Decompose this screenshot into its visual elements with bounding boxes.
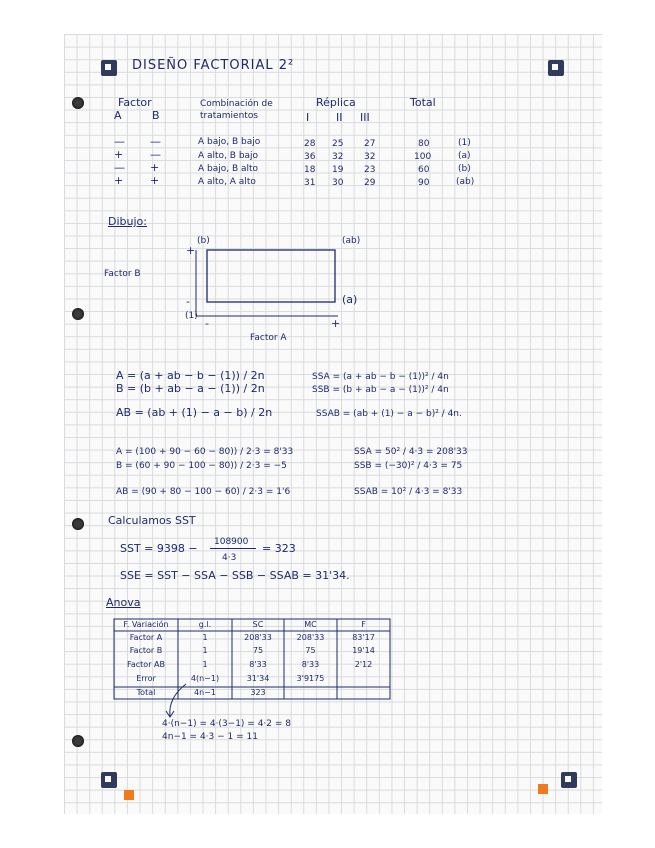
sse-formula: SSE = SST − SSA − SSB − SSAB = 31'34. <box>120 569 350 582</box>
cell-label: (a) <box>458 151 471 161</box>
cell-r2: 32 <box>332 152 344 162</box>
calc-ab: AB = (90 + 80 − 100 − 60) / 2·3 = 1'6 <box>116 487 291 497</box>
anova-cell: 3'9175 <box>296 674 325 683</box>
cell-combo: A bajo, B bajo <box>198 137 261 147</box>
anova-cell: 8'33 <box>301 660 320 669</box>
header-combo-2: tratamientos <box>200 111 259 121</box>
anova-cell: 208'33 <box>244 633 272 642</box>
anova-cell: 4n−1 <box>194 688 216 697</box>
cell-total: 90 <box>418 178 430 188</box>
anova-cell: 31'34 <box>246 674 270 683</box>
header-factor: Factor <box>118 96 152 109</box>
cell-b: — <box>150 135 161 148</box>
cell-r3: 32 <box>364 152 376 162</box>
cell-label: (ab) <box>456 177 475 187</box>
minus-a-mark: - <box>205 317 209 330</box>
anova-cell: 2'12 <box>354 660 373 669</box>
cell-r3: 27 <box>364 139 376 149</box>
corner-one-label: (1) <box>185 311 198 321</box>
formula-ssa: SSA = (a + ab − b − (1))² / 4n <box>312 372 449 382</box>
formula-ssab: SSAB = (ab + (1) − a − b)² / 4n. <box>316 409 462 419</box>
cell-r3: 23 <box>364 165 376 175</box>
cell-a: — <box>114 135 125 148</box>
sst-numerator: 108900 <box>214 537 249 547</box>
cell-r2: 19 <box>332 165 344 175</box>
cell-combo: A bajo, B alto <box>198 164 259 174</box>
calc-a: A = (100 + 90 − 60 − 80)) / 2·3 = 8'33 <box>116 447 294 457</box>
cell-b: + <box>150 161 160 174</box>
anova-cell: 19'14 <box>352 646 375 655</box>
header-rep2: II <box>336 111 343 124</box>
cell-r1: 31 <box>304 178 316 188</box>
cell-b: + <box>150 174 160 187</box>
cell-r2: 25 <box>332 139 344 149</box>
anova-cell: 83'17 <box>352 633 375 642</box>
cell-a: + <box>114 148 124 161</box>
factor-b-label: Factor B <box>104 269 141 279</box>
anova-cell: Factor AB <box>127 660 165 669</box>
formula-ssb: SSB = (b + ab − a − (1))² / 4n <box>312 385 449 395</box>
anova-cell: 8'33 <box>249 660 267 669</box>
formula-a: A = (a + ab − b − (1)) / 2n <box>116 369 265 382</box>
anova-cell: 1 <box>202 633 208 642</box>
anova-cell: 75 <box>305 646 316 655</box>
factor-a-label: Factor A <box>250 333 287 343</box>
calc-ssab: SSAB = 10² / 4·3 = 8'33 <box>354 487 463 497</box>
cell-b: — <box>150 148 161 161</box>
sst-heading: Calculamos SST <box>108 514 196 527</box>
sst-lhs: SST = 9398 − <box>120 542 198 555</box>
col-header: MC <box>304 620 317 629</box>
drawing-heading: Dibujo: <box>108 215 147 228</box>
header-rep1: I <box>306 111 310 124</box>
note-total-df: 4n−1 = 4·3 − 1 = 11 <box>162 732 258 742</box>
anova-cell: Factor B <box>129 646 163 655</box>
anova-cell: 1 <box>202 646 208 655</box>
col-header: F. Variación <box>123 620 169 629</box>
calc-b: B = (60 + 90 − 100 − 80)) / 2·3 = −5 <box>116 461 287 471</box>
formula-ab: AB = (ab + (1) − a − b) / 2n <box>116 406 273 419</box>
col-header: g.l. <box>198 620 212 629</box>
minus-b-mark: - <box>186 295 190 308</box>
cell-a: — <box>114 161 125 174</box>
cell-r1: 28 <box>304 139 316 149</box>
cell-combo: A alto, B bajo <box>198 151 259 161</box>
cell-a: + <box>114 174 124 187</box>
anova-cell: Error <box>136 674 156 683</box>
header-a: A <box>114 109 122 122</box>
header-rep3: III <box>360 111 370 124</box>
cell-combo: A alto, A alto <box>198 177 256 187</box>
cell-r1: 18 <box>304 165 316 175</box>
anova-cell: 323 <box>250 688 266 697</box>
cell-total: 60 <box>418 165 430 175</box>
corner-b-label: (b) <box>197 236 210 246</box>
header-replica: Réplica <box>316 96 356 109</box>
cell-r1: 36 <box>304 152 316 162</box>
anova-cell: Factor A <box>129 633 163 642</box>
calc-ssa: SSA = 50² / 4·3 = 208'33 <box>354 447 468 457</box>
header-combo-1: Combinación de <box>200 99 273 109</box>
anova-heading: Anova <box>106 596 141 609</box>
sst-denominator: 4·3 <box>222 553 237 563</box>
cell-r2: 30 <box>332 178 344 188</box>
anova-cell: 4(n−1) <box>190 674 220 683</box>
col-header: SC <box>252 620 264 629</box>
calc-ssb: SSB = (−30)² / 4·3 = 75 <box>354 461 463 471</box>
anova-cell: 1 <box>202 660 208 669</box>
anova-cell: 75 <box>252 646 264 655</box>
page-title: DISEÑO FACTORIAL 2² <box>132 58 295 73</box>
corner-a-label: (a) <box>342 293 358 306</box>
note-error-df: 4·(n−1) = 4·(3−1) = 4·2 = 8 <box>162 719 292 729</box>
anova-cell: 208'33 <box>296 633 325 642</box>
plus-a-mark: + <box>331 317 341 330</box>
header-b: B <box>152 109 160 122</box>
anova-cell: Total <box>136 688 156 697</box>
corner-ab-label: (ab) <box>342 236 361 246</box>
cell-label: (b) <box>458 164 471 174</box>
sst-result: = 323 <box>262 542 296 555</box>
cell-r3: 29 <box>364 178 376 188</box>
plus-b-mark: + <box>186 244 196 257</box>
header-total: Total <box>410 96 436 109</box>
col-header: F <box>361 620 366 629</box>
cell-total: 80 <box>418 139 430 149</box>
cell-label: (1) <box>458 138 471 148</box>
cell-total: 100 <box>414 152 432 162</box>
formula-b: B = (b + ab − a − (1)) / 2n <box>116 382 265 395</box>
